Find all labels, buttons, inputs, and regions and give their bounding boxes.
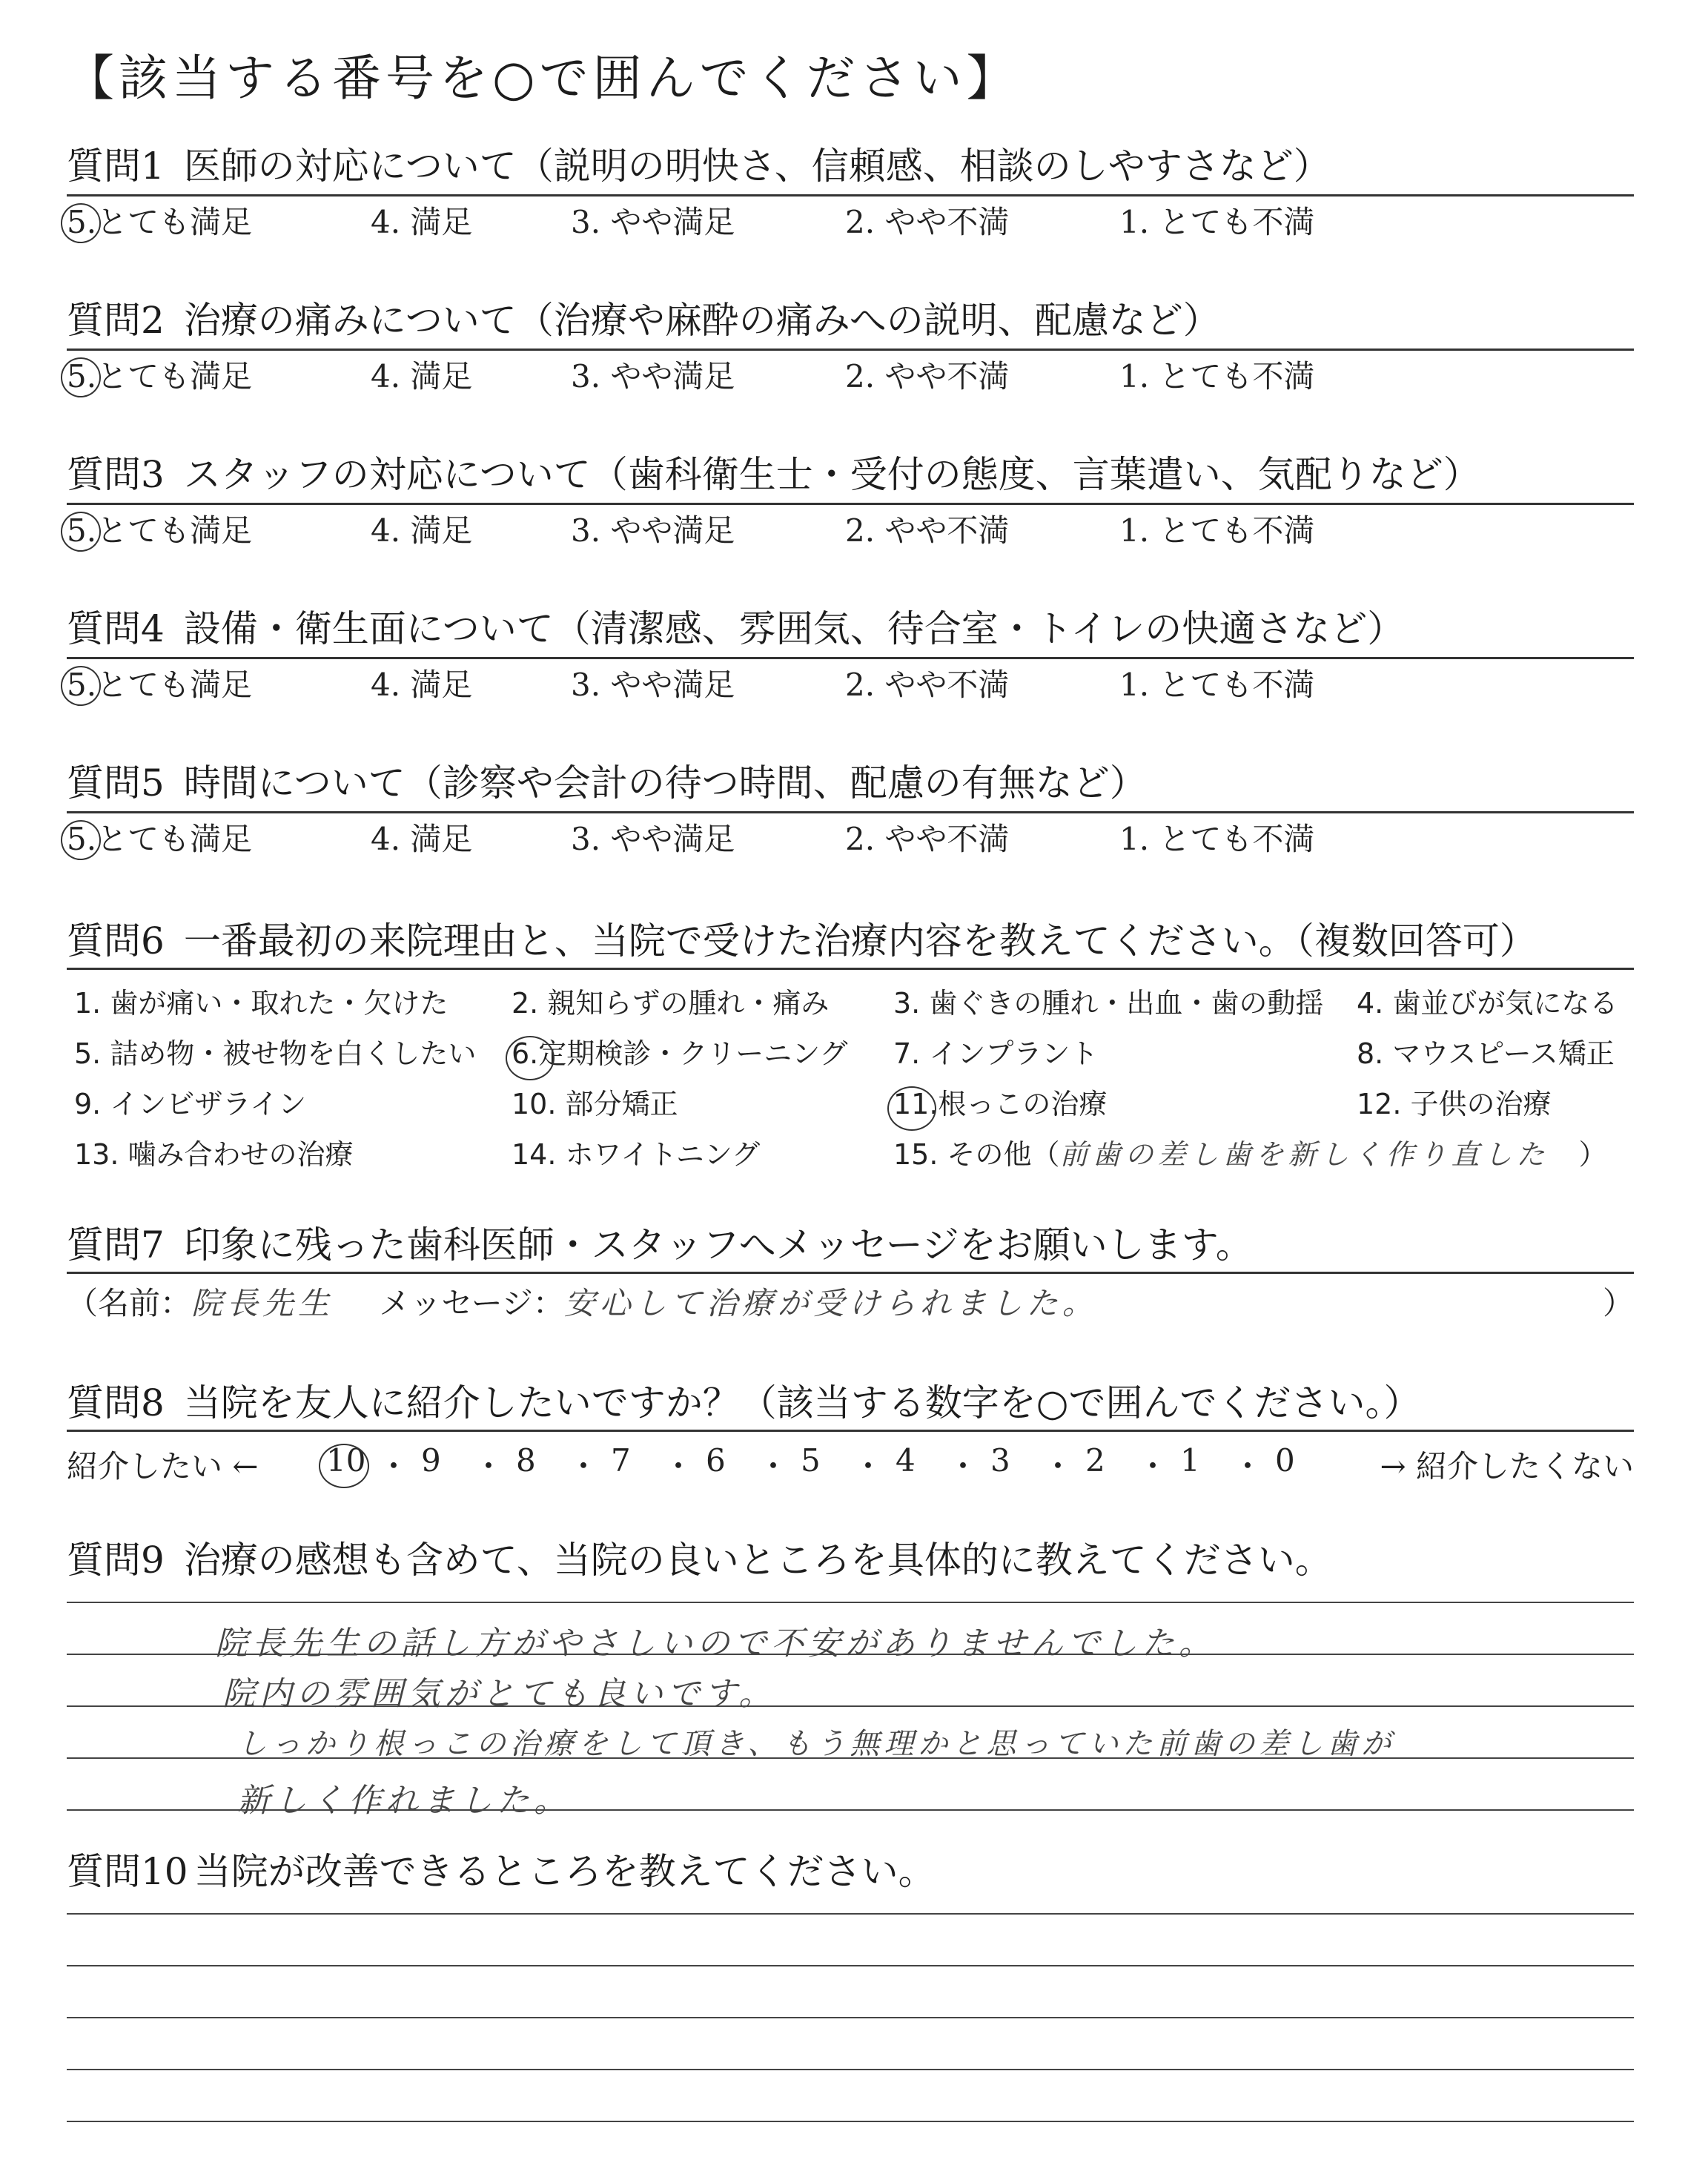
rating-option-3[interactable]: 3. やや満足 [571, 358, 735, 394]
question-text: 治療の感想も含めて、当院の良いところを具体的に教えてください。 [183, 1539, 1332, 1582]
rating-option-1[interactable]: 1. とても不満 [1119, 512, 1315, 549]
rating-option-3[interactable]: 3. やや満足 [571, 512, 735, 549]
question-5 [67, 758, 1634, 808]
treatment-option-2[interactable]: 2. 親知らずの腫れ・痛み [512, 987, 830, 1020]
question-number: 質問9 [67, 1539, 165, 1582]
rating-option-3[interactable]: 3. やや満足 [571, 667, 735, 703]
scale-separator: ・ [758, 1448, 790, 1484]
treatment-option-3[interactable]: 3. 歯ぐきの腫れ・出血・歯の動揺 [893, 987, 1324, 1020]
rating-option-4[interactable]: 4. 満足 [371, 821, 473, 857]
divider [67, 1272, 1634, 1274]
scale-separator: ・ [663, 1448, 695, 1484]
question-text: 医師の対応について（説明の明快さ、信頼感、相談のしやすさなど） [183, 145, 1331, 188]
rating-option-2[interactable]: 2. やや不満 [845, 667, 1010, 703]
question-number: 質問6 [67, 919, 165, 962]
scale-separator: ・ [568, 1448, 600, 1484]
answer-line [67, 2121, 1634, 2122]
divider [67, 194, 1634, 196]
q9-answer-2: 院内の雰囲気がとても良いです。 [222, 1675, 776, 1713]
rating-option-2[interactable]: 2. やや不満 [845, 512, 1010, 549]
rating-option-3[interactable]: 3. やや満足 [571, 204, 735, 240]
q7-answer [67, 1279, 1634, 1324]
question-6 [67, 916, 1634, 966]
divider [67, 968, 1634, 970]
question-number: 質問1 [67, 145, 165, 188]
rating-options [67, 817, 1634, 862]
question-number: 質問5 [67, 762, 165, 805]
treatment-option-8[interactable]: 8. マウスピース矯正 [1357, 1037, 1615, 1070]
rating-option-5[interactable]: 5.とても満足 [67, 663, 252, 707]
rating-option-1[interactable]: 1. とても不満 [1119, 821, 1315, 857]
answer-line [67, 1913, 1634, 1915]
treatment-option-4[interactable]: 4. 歯並びが気になる [1357, 987, 1618, 1020]
treatment-option-11[interactable]: 11.根っこの治療 [893, 1088, 1108, 1120]
name-value: 院長先生 [191, 1285, 334, 1321]
scale-separator: ・ [1042, 1448, 1074, 1484]
scale-separator: ・ [1137, 1448, 1169, 1484]
question-text: 印象に残った歯科医師・スタッフへメッセージをお願いします。 [183, 1223, 1253, 1266]
close-paren: ） [1578, 1138, 1607, 1171]
rating-option-2[interactable]: 2. やや不満 [845, 204, 1010, 240]
scale-value-5[interactable]: 5 [801, 1442, 821, 1479]
rating-option-4[interactable]: 4. 満足 [371, 204, 473, 240]
question-text: 設備・衛生面について（清潔感、雰囲気、待合室・トイレの快適さなど） [183, 607, 1405, 650]
divider [67, 349, 1634, 351]
rating-options [67, 354, 1634, 399]
scale-value-9[interactable]: 9 [421, 1442, 441, 1479]
question-text: 当院を友人に紹介したいですか？（該当する数字を○で囲んでください。） [183, 1381, 1421, 1424]
scale-value-3[interactable]: 3 [990, 1442, 1010, 1479]
rating-option-1[interactable]: 1. とても不満 [1119, 358, 1315, 394]
rating-option-4[interactable]: 4. 満足 [371, 667, 473, 703]
divider [67, 811, 1634, 813]
recommend-scale [67, 1442, 1634, 1487]
q9-answer-3: しっかり根っこの治療をして頂き、もう無理かと思っていた前歯の差し歯が [237, 1727, 1396, 1761]
treatment-option-5[interactable]: 5. 詰め物・被せ物を白くしたい [74, 1037, 477, 1070]
question-number: 質問3 [67, 453, 165, 496]
treatment-option-15[interactable]: 15. その他（前歯の差し歯を新しく作り直した ） [893, 1138, 1607, 1171]
scale-separator: ・ [853, 1448, 884, 1484]
answer-line [67, 2069, 1634, 2070]
treatment-option-9[interactable]: 9. インビザライン [74, 1088, 307, 1120]
rating-option-4[interactable]: 4. 満足 [371, 358, 473, 394]
scale-separator: ・ [473, 1448, 505, 1484]
rating-options [67, 663, 1634, 707]
rating-option-5[interactable]: 5.とても満足 [67, 509, 252, 553]
close-paren: ） [1602, 1285, 1634, 1321]
q9-answer-1: 院長先生の話し方がやさしいので不安がありませんでした。 [215, 1625, 1216, 1662]
question-number: 質問10 [67, 1850, 188, 1893]
scale-separator: ・ [378, 1448, 410, 1484]
page-title: 【該当する番号を○で囲んでください】 [65, 50, 1020, 107]
question-1 [67, 141, 1634, 191]
treatment-option-14[interactable]: 14. ホワイトニング [512, 1138, 761, 1171]
divider [67, 1430, 1634, 1432]
scale-left-label: 紹介したい ← [67, 1448, 259, 1484]
answer-line [67, 2017, 1634, 2018]
question-text: 当院が改善できるところを教えてください。 [193, 1850, 936, 1893]
question-7 [67, 1220, 1634, 1270]
rating-option-2[interactable]: 2. やや不満 [845, 358, 1010, 394]
question-text: 時間について（診察や会計の待つ時間、配慮の有無など） [183, 762, 1147, 805]
scale-value-1[interactable]: 1 [1180, 1442, 1200, 1479]
answer-line [67, 1602, 1634, 1603]
question-8 [67, 1378, 1634, 1428]
rating-option-5[interactable]: 5.とても満足 [67, 817, 252, 862]
question-3 [67, 449, 1634, 500]
scale-value-10[interactable]: 10 [326, 1442, 366, 1479]
rating-option-1[interactable]: 1. とても不満 [1119, 667, 1315, 703]
question-10 [67, 1846, 1634, 1897]
rating-option-1[interactable]: 1. とても不満 [1119, 204, 1315, 240]
question-4 [67, 604, 1634, 654]
rating-option-3[interactable]: 3. やや満足 [571, 821, 735, 857]
other-text: 前歯の差し歯を新しく作り直した [1059, 1138, 1549, 1171]
question-2 [67, 295, 1634, 346]
name-label: （名前： [67, 1285, 192, 1321]
question-text: 治療の痛みについて（治療や麻酔の痛みへの説明、配慮など） [183, 299, 1220, 342]
scale-value-7[interactable]: 7 [611, 1442, 631, 1479]
message-label: メッセージ： [379, 1285, 564, 1321]
q9-answer-4: 新しく作れました。 [237, 1782, 571, 1820]
question-9 [67, 1535, 1634, 1585]
scale-right-label: → 紹介したくない [1380, 1448, 1634, 1484]
question-text: スタッフの対応について（歯科衛生士・受付の態度、言葉遣い、気配りなど） [183, 453, 1480, 496]
scale-value-6[interactable]: 6 [706, 1442, 726, 1479]
scale-value-0[interactable]: 0 [1275, 1442, 1295, 1479]
scale-separator: ・ [1232, 1448, 1264, 1484]
message-value: 安心して治療が受けられました。 [563, 1285, 1098, 1321]
treatment-option-1[interactable]: 1. 歯が痛い・取れた・欠けた [74, 987, 448, 1020]
divider [67, 657, 1634, 659]
question-number: 質問4 [67, 607, 165, 650]
question-number: 質問2 [67, 299, 165, 342]
scale-value-4[interactable]: 4 [896, 1442, 916, 1479]
treatment-option-6[interactable]: 6.定期検診・クリーニング [512, 1037, 848, 1070]
question-number: 質問7 [67, 1223, 165, 1266]
question-text: 一番最初の来院理由と、当院で受けた治療内容を教えてください。（複数回答可） [183, 919, 1537, 962]
rating-option-2[interactable]: 2. やや不満 [845, 821, 1010, 857]
question-number: 質問8 [67, 1381, 165, 1424]
treatment-option-10[interactable]: 10. 部分矯正 [512, 1088, 678, 1120]
scale-value-8[interactable]: 8 [516, 1442, 536, 1479]
treatment-option-7[interactable]: 7. インプラント [893, 1037, 1099, 1070]
answer-line [67, 1965, 1634, 1966]
treatment-option-13[interactable]: 13. 噛み合わせの治療 [74, 1138, 354, 1171]
scale-separator: ・ [947, 1448, 979, 1484]
scale-value-2[interactable]: 2 [1085, 1442, 1105, 1479]
rating-options [67, 200, 1634, 245]
rating-options [67, 509, 1634, 553]
treatment-option-12[interactable]: 12. 子供の治療 [1357, 1088, 1552, 1120]
divider [67, 503, 1634, 505]
rating-option-5[interactable]: 5.とても満足 [67, 354, 252, 399]
rating-option-4[interactable]: 4. 満足 [371, 512, 473, 549]
rating-option-5[interactable]: 5.とても満足 [67, 200, 252, 245]
